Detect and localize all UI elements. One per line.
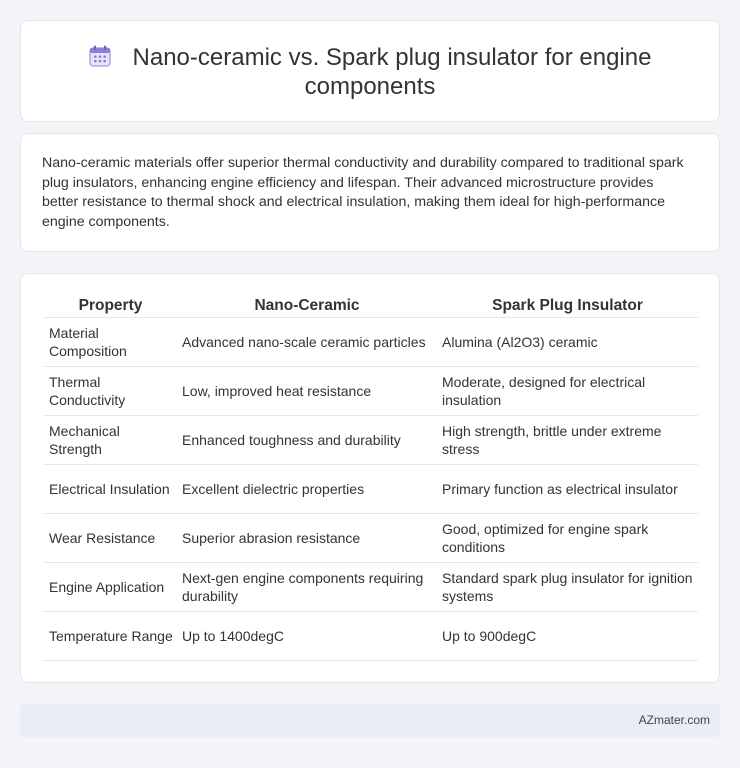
row-property: Electrical Insulation <box>44 465 177 514</box>
intro-paragraph: Nano-ceramic materials offer superior thermal conductivity and durability compared to traditional spark plug insulators, enhancing engine efficiency and lifespan. Their advanced microstructure provides better resistance to thermal shock and electrical insulation, making them ideal for high-performance engine components. <box>42 155 684 231</box>
header-property: Property <box>44 296 177 318</box>
comparison-table <box>44 296 698 661</box>
header-nano-ceramic: Nano-Ceramic <box>177 296 437 318</box>
table-header-row <box>44 296 698 318</box>
row-nano-ceramic: Superior abrasion resistance <box>177 514 437 563</box>
row-property: Engine Application <box>44 563 177 612</box>
row-nano-ceramic: Next-gen engine components requiring durability <box>177 563 437 612</box>
table-row <box>44 416 698 465</box>
row-property: Temperature Range <box>44 612 177 661</box>
footer-brand-link[interactable]: AZmater.com <box>638 713 710 727</box>
page-title-text: Nano-ceramic vs. Spark plug insulator for engine components <box>132 44 652 100</box>
row-spark-plug: Alumina (Al2O3) ceramic <box>437 318 698 367</box>
calendar-grid-icon <box>89 45 111 67</box>
table-row <box>44 563 698 612</box>
row-nano-ceramic: Enhanced toughness and durability <box>177 416 437 465</box>
table-row <box>44 514 698 563</box>
row-property: Material Composition <box>44 318 177 367</box>
table-row <box>44 367 698 416</box>
row-property: Wear Resistance <box>44 514 177 563</box>
row-spark-plug: Up to 900degC <box>437 612 698 661</box>
row-spark-plug: Good, optimized for engine spark conditions <box>437 514 698 563</box>
row-nano-ceramic: Advanced nano-scale ceramic particles <box>177 318 437 367</box>
row-nano-ceramic: Low, improved heat resistance <box>177 367 437 416</box>
intro-card <box>20 133 720 252</box>
footer-bar <box>20 704 720 737</box>
table-row <box>44 465 698 514</box>
table-row <box>44 612 698 661</box>
row-spark-plug: Moderate, designed for electrical insulation <box>437 367 698 416</box>
row-spark-plug: High strength, brittle under extreme stress <box>437 416 698 465</box>
row-property: Thermal Conductivity <box>44 367 177 416</box>
page-title <box>21 43 719 101</box>
row-spark-plug: Primary function as electrical insulator <box>437 465 698 514</box>
title-card <box>20 20 720 122</box>
row-nano-ceramic: Excellent dielectric properties <box>177 465 437 514</box>
row-spark-plug: Standard spark plug insulator for ignition systems <box>437 563 698 612</box>
row-property: Mechanical Strength <box>44 416 177 465</box>
comparison-card <box>20 273 720 683</box>
header-spark-plug-insulator: Spark Plug Insulator <box>437 296 698 318</box>
table-row <box>44 318 698 367</box>
row-nano-ceramic: Up to 1400degC <box>177 612 437 661</box>
